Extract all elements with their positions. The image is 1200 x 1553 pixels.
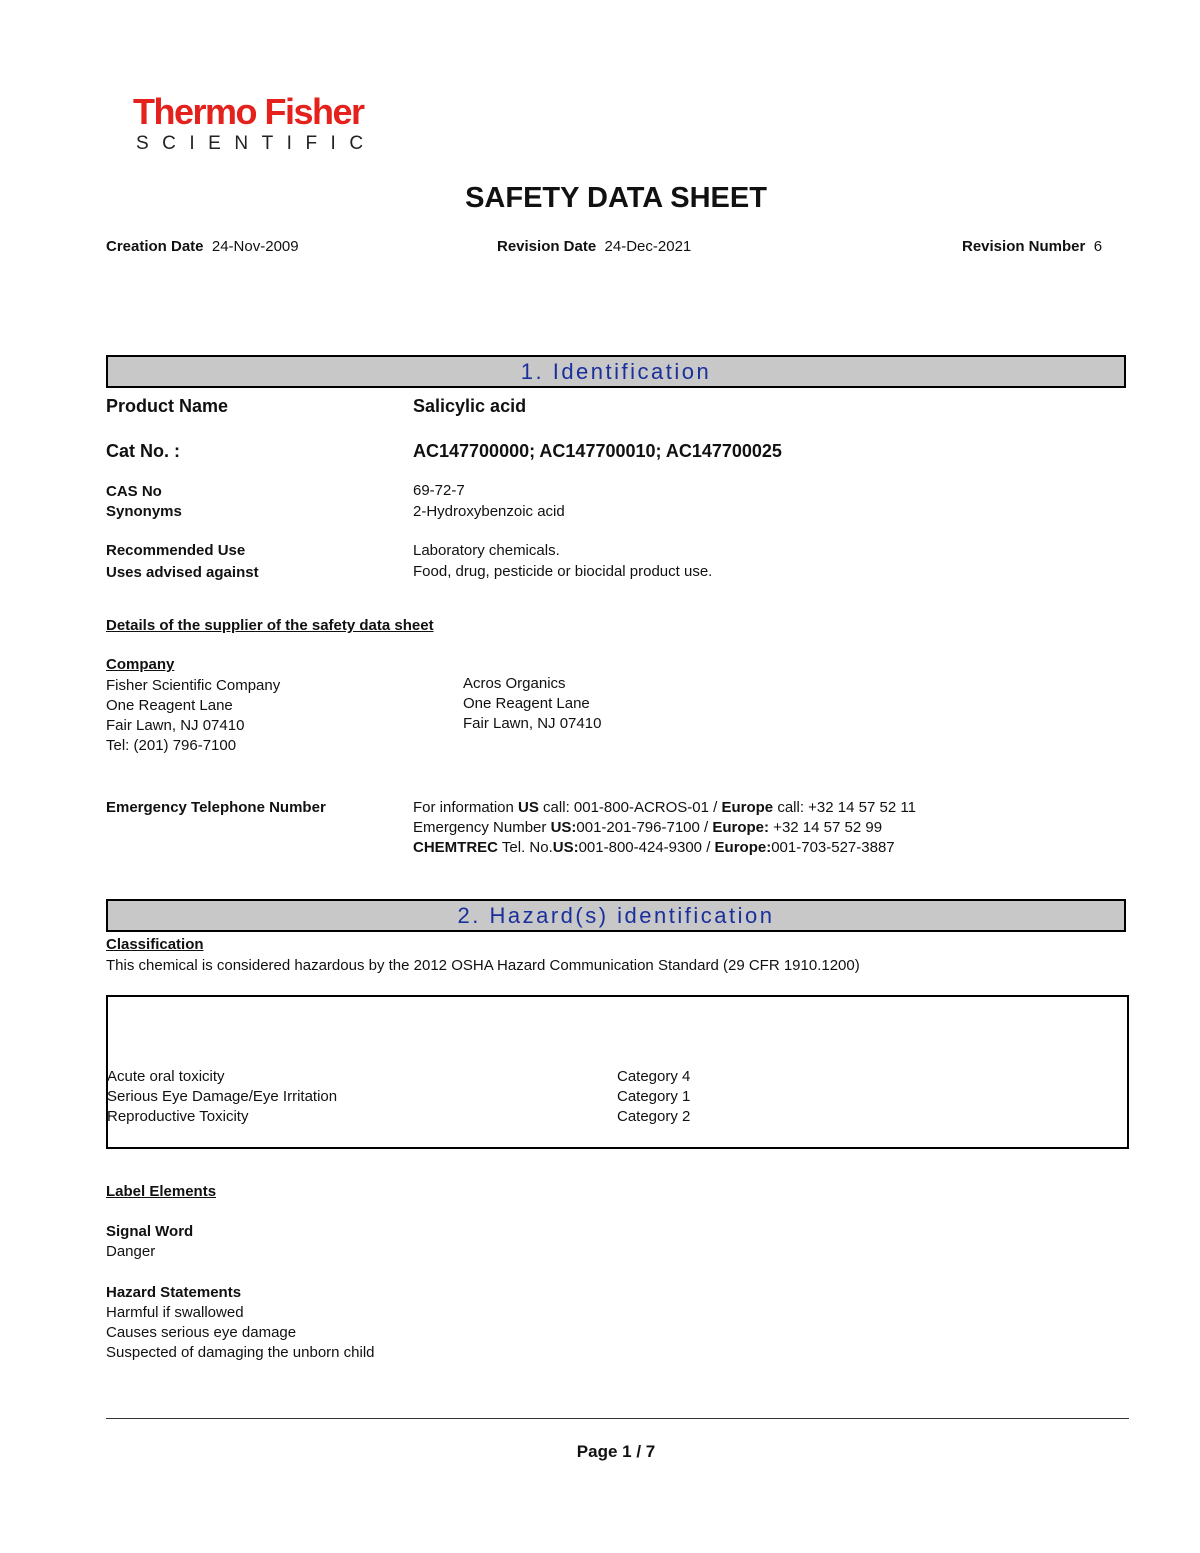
- hazard-names: [107, 1067, 337, 1127]
- document-title: SAFETY DATA SHEET: [465, 182, 767, 214]
- hazard-statement: Suspected of damaging the unborn child: [106, 1344, 375, 1361]
- emergency-numbers: [413, 798, 916, 858]
- hazard-name: Reproductive Toxicity: [107, 1108, 249, 1125]
- emergency-line-1: For information US call: 001-800-ACROS-01 / Europe call: +32 14 57 52 11: [413, 799, 916, 816]
- hazard-statements-label: Hazard Statements: [106, 1284, 242, 1301]
- company-label: Company: [106, 656, 175, 673]
- acros-line: Acros Organics: [463, 675, 566, 692]
- recommended-use-value: Laboratory chemicals.: [413, 542, 560, 559]
- revision-date: [497, 238, 691, 256]
- revision-number-label: Revision Number: [962, 238, 1086, 255]
- hazard-statement: Causes serious eye damage: [106, 1324, 297, 1341]
- emergency-line-2: Emergency Number US:001-201-796-7100 / Europe: +32 14 57 52 99: [413, 819, 883, 836]
- acros-line: Fair Lawn, NJ 07410: [463, 715, 602, 732]
- emergency-telephone-label: Emergency Telephone Number: [106, 799, 326, 816]
- acros-address: [463, 674, 601, 734]
- hazard-categories: [617, 1067, 690, 1127]
- cas-no-label: CAS No: [106, 483, 162, 500]
- uses-advised-against-label: Uses advised against: [106, 564, 259, 581]
- cat-no-value: AC147700000; AC147700010; AC147700025: [413, 441, 782, 461]
- company-line: Fair Lawn, NJ 07410: [106, 717, 245, 734]
- hazard-category: Category 4: [617, 1068, 691, 1085]
- product-name-label: Product Name: [106, 396, 229, 416]
- page-number: Page 1 / 7: [576, 1442, 656, 1461]
- supplier-heading: Details of the supplier of the safety data sheet: [106, 617, 434, 634]
- revision-date-label: Revision Date: [497, 238, 597, 255]
- logo-subtitle: SCIENTIFIC: [136, 133, 377, 154]
- thermo-fisher-logo: Thermo Fisher: [133, 91, 364, 132]
- company-line: Tel: (201) 796-7100: [106, 737, 237, 754]
- revision-date-value: 24-Dec-2021: [604, 238, 692, 255]
- hazard-statements-list: [106, 1303, 375, 1363]
- footer-divider: [106, 1418, 1129, 1419]
- cas-no-value: 69-72-7: [413, 482, 465, 499]
- creation-date-value: 24-Nov-2009: [211, 238, 299, 255]
- signal-word-label: Signal Word: [106, 1223, 194, 1240]
- hazard-statement: Harmful if swallowed: [106, 1304, 244, 1321]
- uses-advised-against-value: Food, drug, pesticide or biocidal product use.: [413, 563, 713, 580]
- revision-number: [962, 238, 1102, 256]
- cat-no-label: Cat No. :: [106, 441, 180, 461]
- emergency-line-3: CHEMTREC Tel. No.US:001-800-424-9300 / Europe:001-703-527-3887: [413, 839, 895, 856]
- recommended-use-label: Recommended Use: [106, 542, 246, 559]
- hazard-name: Acute oral toxicity: [107, 1068, 225, 1085]
- creation-date-label: Creation Date: [106, 238, 204, 255]
- company-line: Fisher Scientific Company: [106, 677, 281, 694]
- hazard-category: Category 2: [617, 1108, 691, 1125]
- synonyms-value: 2-Hydroxybenzoic acid: [413, 503, 565, 520]
- acros-line: One Reagent Lane: [463, 695, 590, 712]
- product-name-value: Salicylic acid: [413, 396, 527, 416]
- label-elements-heading: Label Elements: [106, 1183, 217, 1200]
- hazard-name: Serious Eye Damage/Eye Irritation: [107, 1088, 338, 1105]
- revision-number-value: 6: [1093, 238, 1103, 255]
- classification-label: Classification: [106, 936, 204, 953]
- synonyms-label: Synonyms: [106, 503, 182, 520]
- hazard-category: Category 1: [617, 1088, 691, 1105]
- section-1-heading: 1. Identification: [106, 355, 1126, 388]
- company-line: One Reagent Lane: [106, 697, 233, 714]
- signal-word-value: Danger: [106, 1243, 156, 1260]
- classification-text: This chemical is considered hazardous by the 2012 OSHA Hazard Communication Standard (29 CFR 1910.1200): [106, 957, 860, 974]
- company-address: [106, 676, 280, 756]
- section-2-heading: 2. Hazard(s) identification: [106, 899, 1126, 932]
- creation-date: [106, 238, 299, 256]
